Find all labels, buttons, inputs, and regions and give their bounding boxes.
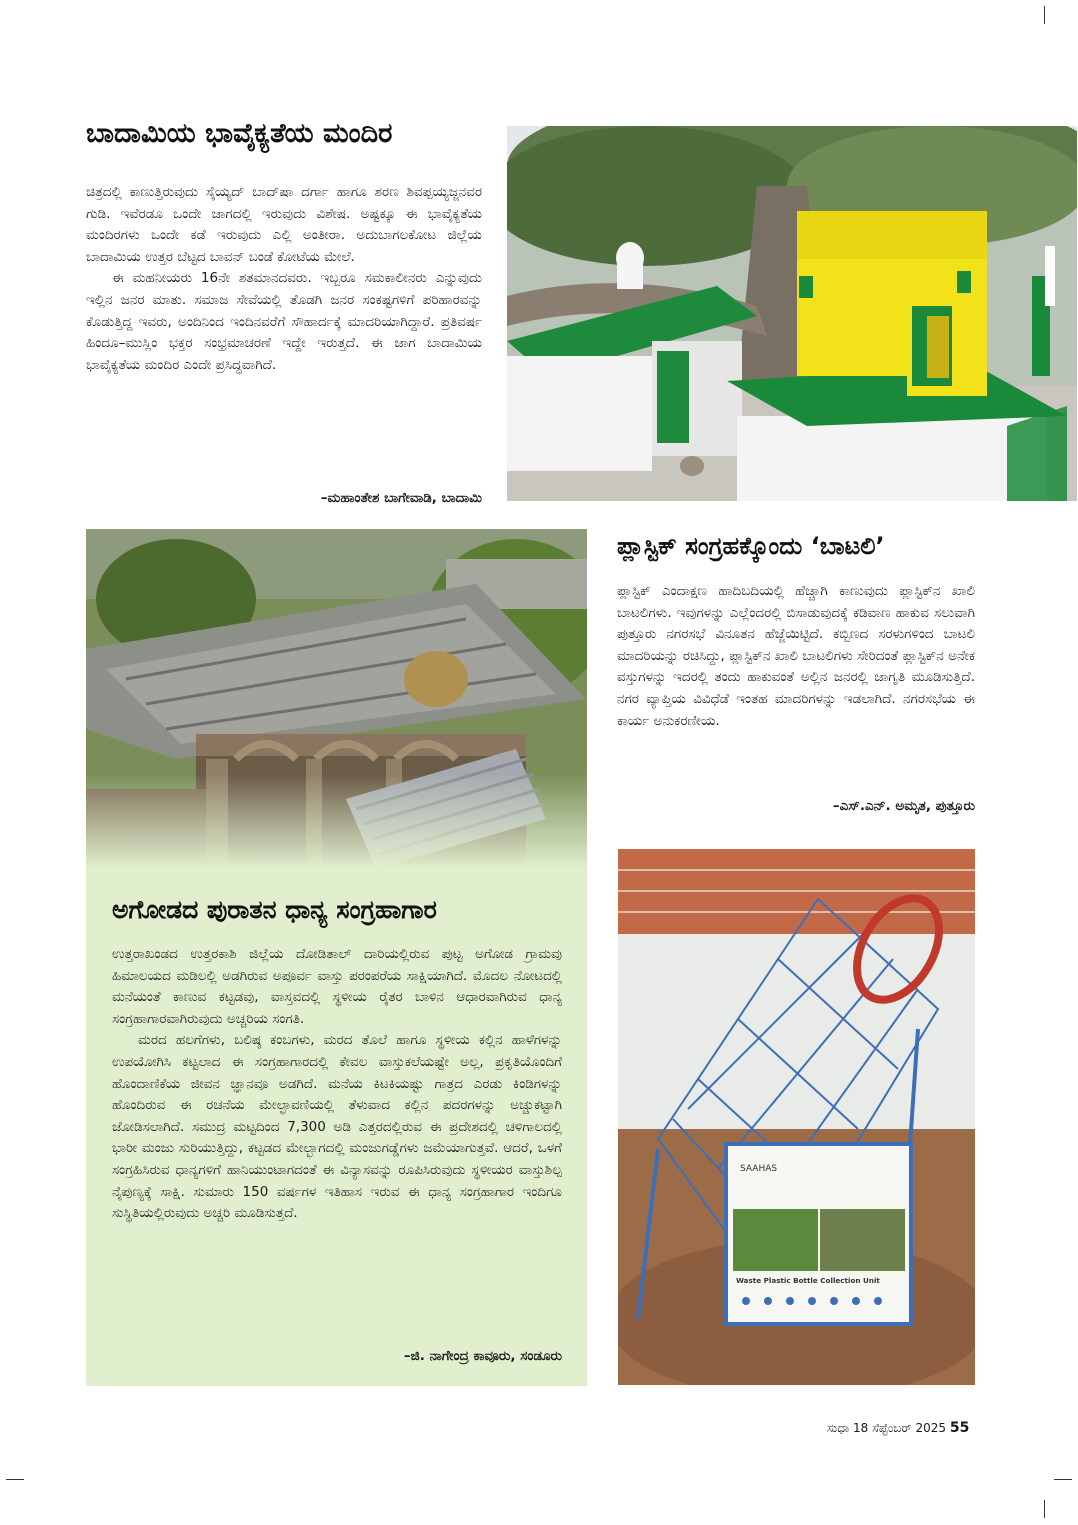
paragraph: ಉತ್ತರಾಖಂಡದ ಉತ್ತರಕಾಶಿ ಜಿಲ್ಲೆಯ ದೋಡಿತಾಲ್ ದಾರಿಯಲ್ಲಿರುವ ಪುಟ್ಟ ಅಗೋಡ ಗ್ರಾಮವು ಹಿಮಾಲಯದ ಮಡಿಲಲ್ಲಿ ಅಡಗಿರುವ ಅಪೂರ್ವ ವಾಸ್ತು ಪರಂಪರೆಯ ಸಾಕ್ಷಿಯಾಗಿದೆ. ಮೊದಲ ನೋಟದಲ್ಲಿ ಮನೆಯಂತೆ ಕಾಣುವ ಕಟ್ಟಡವು, ವಾಸ್ತವದಲ್ಲಿ ಸ್ಥಳೀಯ ರೈತರ ಬಾಳಿನ ಆಧಾರವಾಗಿರುವ ಧಾನ್ಯ ಸಂಗ್ರಹಾಗಾರವಾಗಿರುವುದು ಅಚ್ಚರಿಯ ಸಂಗತಿ.	[112, 946, 562, 1027]
paragraph: ಪ್ಲಾಸ್ಟಿಕ್ ಎಂದಾಕ್ಷಣ ಹಾದಿಬದಿಯಲ್ಲಿ ಹೆಚ್ಚಾಗಿ ಕಾಣುವುದು ಪ್ಲಾಸ್ಟಿಕ್‌ನ ಖಾಲಿ ಬಾಟಲಿಗಳು. ಇವುಗಳನ್ನು ಎಲ್ಲೆಂದರಲ್ಲಿ ಬಿಸಾಡುವುದಕ್ಕೆ ಕಡಿವಾಣ ಹಾಕುವ ಸಲುವಾಗಿ ಪುತ್ತೂರು ನಗರಸಭೆ ವಿನೂತನ ಹೆಜ್ಜೆಯಿಟ್ಟಿದೆ. ಕಬ್ಬಿಣದ ಸರಳುಗಳಿಂದ ಬಾಟಲಿ ಮಾದರಿಯನ್ನು ರಚಿಸಿದ್ದು, ಪ್ಲಾಸ್ಟಿಕ್‌ನ ಖಾಲಿ ಬಾಟಲಿಗಳು ಸೇರಿದಂತೆ ಪ್ಲಾಸ್ಟಿಕ್‌ನ ಅನೇಕ ವಸ್ತುಗಳನ್ನು ಇದರಲ್ಲಿ ತಂದು ಹಾಕುವಂತೆ ಅಲ್ಲಿನ ಜನರಲ್ಲಿ ಜಾಗೃತಿ ಮೂಡಿಸುತ್ತಿದೆ. ನಗರ ವ್ಯಾಪ್ತಿಯ ವಿವಿಧೆಡೆ ಇಂತಹ ಮಾದರಿಗಳನ್ನು ಇಡಲಾಗಿದೆ. ನಗರಸಭೆಯ ಈ ಕಾರ್ಯ ಅನುಕರಣೀಯ.	[617, 583, 975, 729]
article-title-agoda: ಅಗೋಡದ ಪುರಾತನ ಧಾನ್ಯ ಸಂಗ್ರಹಾಗಾರ	[112, 895, 437, 924]
crop-mark-right	[1054, 1479, 1072, 1480]
article-body-badami	[86, 182, 482, 376]
footer-publication: ಸುಧಾ 18 ಸೆಪ್ಟೆಂಬರ್ 2025	[827, 1421, 946, 1435]
photo-granary	[86, 529, 587, 869]
crop-mark-left	[6, 1479, 24, 1480]
crop-mark-top	[1044, 6, 1045, 24]
article-title-badami: ಬಾದಾಮಿಯ ಭಾವೈಕ್ಯತೆಯ ಮಂದಿರ	[86, 118, 393, 149]
paragraph: ಈ ಮಹನೀಯರು 16ನೇ ಶತಮಾನದವರು. ಇಬ್ಬರೂ ಸಮಕಾಲೀನರು ಎನ್ನುವುದು ಇಲ್ಲಿನ ಜನರ ಮಾತು. ಸಮಾಜ ಸೇವೆಯಲ್ಲಿ ತೊಡಗಿ ಜನರ ಸಂಕಷ್ಟಗಳಿಗೆ ಪರಿಹಾರವನ್ನು ಕೊಡುತ್ತಿದ್ದ ಇವರು, ಅಂದಿನಿಂದ ಇಂದಿನವರೆಗೆ ಸೌಹಾರ್ದಕ್ಕೆ ಮಾದರಿಯಾಗಿದ್ದಾರೆ. ಪ್ರತಿವರ್ಷ ಹಿಂದೂ–ಮುಸ್ಲಿಂ ಭಕ್ತರ ಸಂಭ್ರಮಾಚರಣೆ ಇದ್ದೇ ಇರುತ್ತದೆ. ಈ ಜಾಗ ಬಾದಾಮಿಯ ಭಾವೈಕ್ಯತೆಯ ಮಂದಿರ ಎಂದೇ ಪ್ರಸಿದ್ಧವಾಗಿದೆ.	[86, 270, 482, 373]
paragraph: ಮರದ ಹಲಗೆಗಳು, ಬಲಿಷ್ಠ ಕಂಬಗಳು, ಮರದ ತೊಲೆ ಹಾಗೂ ಸ್ಥಳೀಯ ಕಲ್ಲಿನ ಹಾಳೆಗಳನ್ನು ಉಪಯೋಗಿಸಿ ಕಟ್ಟಲಾದ ಈ ಸಂಗ್ರಹಾಗಾರದಲ್ಲಿ ಕೇವಲ ವಾಸ್ತುಕಲೆಯಷ್ಟೇ ಅಲ್ಲ, ಪ್ರಕೃತಿಯೊಂದಿಗೆ ಹೊಂದಾಣಿಕೆಯ ಜೀವನ ಜ್ಞಾನವೂ ಅಡಗಿದೆ. ಮನೆಯ ಕಿಟಕಿಯಷ್ಟು ಗಾತ್ರದ ಎರಡು ಕಿಂಡಿಗಳನ್ನು ಹೊಂದಿರುವ ಈ ರಚನೆಯ ಮೇಲ್ಛಾವಣಿಯಲ್ಲಿ ತೆಳುವಾದ ಕಲ್ಲಿನ ಪದರಗಳನ್ನು ಅಚ್ಚುಕಟ್ಟಾಗಿ ಜೋಡಿಸಲಾಗಿದೆ. ಸಮುದ್ರ ಮಟ್ಟದಿಂದ 7,300 ಅಡಿ ಎತ್ತರದಲ್ಲಿರುವ ಈ ಪ್ರದೇಶದಲ್ಲಿ ಚಳಿಗಾಲದಲ್ಲಿ ಭಾರೀ ಮಂಜು ಸುರಿಯುತ್ತಿದ್ದು, ಕಟ್ಟಡದ ಮೇಲ್ಭಾಗದಲ್ಲಿ ಮಂಜುಗಡ್ಡೆಗಳು ಜಮೆಯಾಗುತ್ತವೆ. ಆದರೆ, ಒಳಗೆ ಸಂಗ್ರಹಿಸಿರುವ ಧಾನ್ಯಗಳಿಗೆ ಹಾನಿಯುಂಟಾಗದಂತೆ ಈ ವಿನ್ಯಾಸವನ್ನು ರೂಪಿಸಿರುವುದು ಸ್ಥಳೀಯರ ವಾಸ್ತುಶಿಲ್ಪ ನೈಪುಣ್ಯಕ್ಕೆ ಸಾಕ್ಷಿ. ಸುಮಾರು 150 ವರ್ಷಗಳ ಇತಿಹಾಸ ಇರುವ ಈ ಧಾನ್ಯ ಸಂಗ್ರಹಾಗಾರ ಇಂದಿಗೂ ಸುಸ್ಥಿತಿಯಲ್ಲಿರುವುದು ಅಚ್ಚರಿ ಮೂಡಿಸುತ್ತದೆ.	[112, 1032, 562, 1222]
byline-agoda: –ಜಿ. ನಾಗೇಂದ್ರ ಕಾವೂರು, ಸಂಡೂರು	[403, 1348, 562, 1364]
sign-logo-text: SAAHAS	[740, 1164, 778, 1174]
page-footer	[827, 1420, 969, 1436]
sign-caption-text: Waste Plastic Bottle Collection Unit	[736, 1276, 880, 1285]
article-body-agoda	[112, 944, 562, 1225]
byline-plastic-bottle: –ಎಸ್.ಎನ್. ಅಮೃತ, ಪುತ್ತೂರು	[832, 798, 975, 814]
paragraph: ಚಿತ್ರದಲ್ಲಿ ಕಾಣುತ್ತಿರುವುದು ಸೈಯ್ಯದ್ ಬಾದ್‌ಷಾ ದರ್ಗಾ ಹಾಗೂ ಶರಣ ಶಿವಪ್ಪಯ್ಯಜ್ಜನವರ ಗುಡಿ. ಇವೆರಡೂ ಒಂದೇ ಜಾಗದಲ್ಲಿ ಇರುವುದು ವಿಶೇಷ. ಅಷ್ಟಕ್ಕೂ ಈ ಭಾವೈಕ್ಯತೆಯ ಮಂದಿರಗಳು ಒಂದೇ ಕಡೆ ಇರುವುದು ಎಲ್ಲಿ ಅಂತೀರಾ. ಅದುಬಾಗಲಕೋಟ ಜಿಲ್ಲೆಯ ಬಾದಾಮಿಯ ಉತ್ತರ ಬೆಟ್ಟದ ಬಾವನ್ ಬಂಡೆ ಕೋಟೆಯ ಮೇಲೆ.	[86, 184, 482, 265]
photo-dargah-temple	[507, 126, 1077, 501]
article-title-plastic-bottle: ಪ್ಲಾಸ್ಟಿಕ್ ಸಂಗ್ರಹಕ್ಕೊಂದು ‘ಬಾಟಲಿ’	[617, 532, 885, 560]
page-number: 55	[949, 1420, 970, 1436]
byline-badami: –ಮಹಾಂತೇಶ ಬಾಗೇವಾಡಿ, ಬಾದಾಮಿ	[320, 490, 482, 506]
crop-mark-bottom	[1044, 1500, 1045, 1518]
photo-bottle-collector	[618, 849, 975, 1385]
article-body-plastic-bottle	[617, 581, 975, 732]
